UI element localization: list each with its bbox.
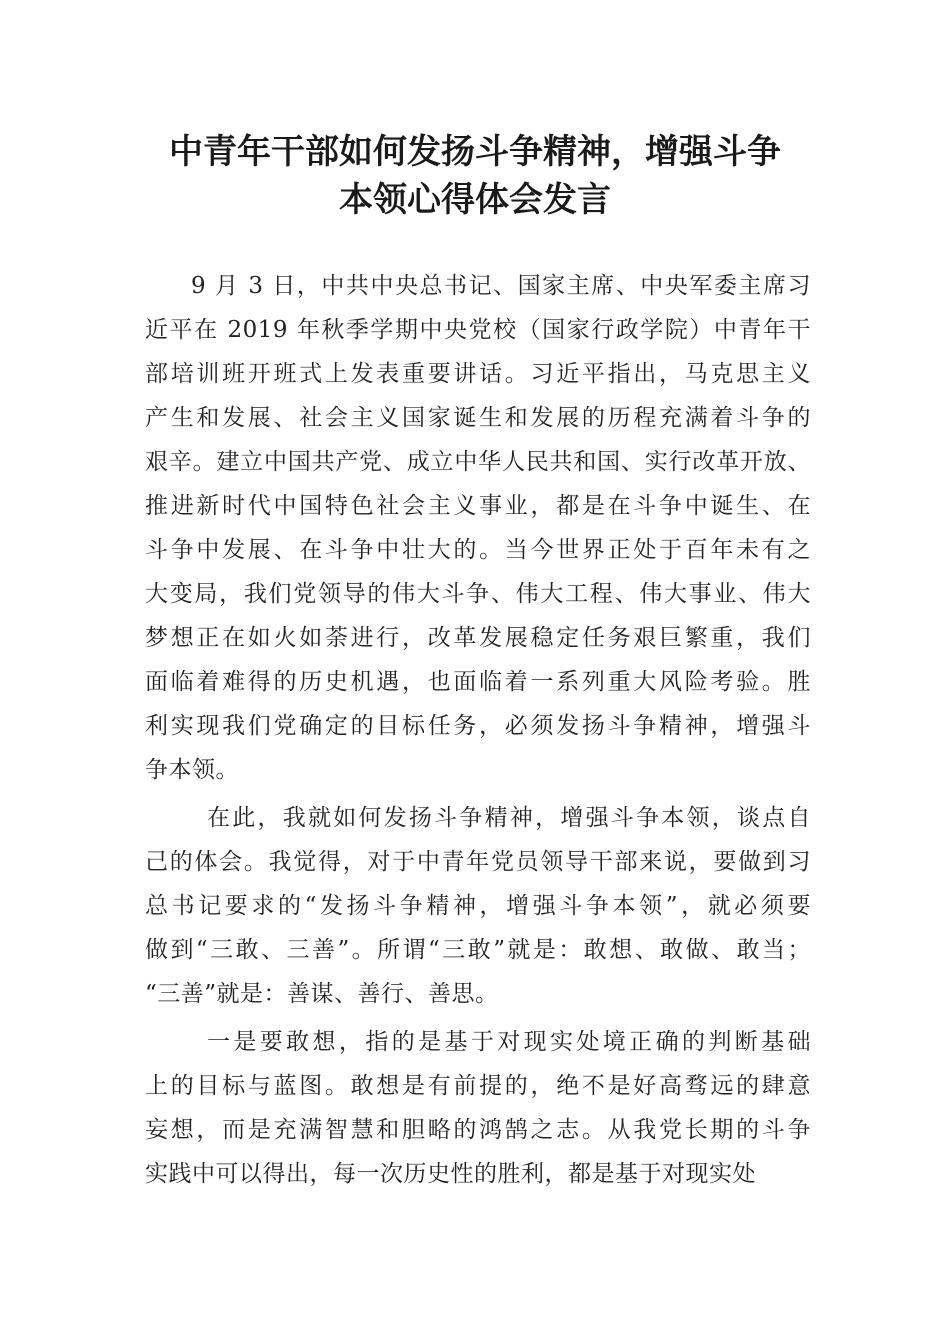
paragraph-line: 部培训班开班式上发表重要讲话。习近平指出，马克思主义: [145, 361, 811, 387]
paragraph-line: 一是要敢想，指的是基于对现实处境正确的判断基础: [207, 1029, 811, 1055]
paragraph-line: 做到“三敢、三善”。所谓“三敢”就是：敢想、敢做、敢当；: [145, 937, 811, 963]
paragraph-line: 上的目标与蓝图。敢想是有前提的，绝不是好高骛远的肆意: [145, 1073, 811, 1099]
paragraph-line: 9 月 3 日，中共中央总书记、国家主席、中央军委主席习: [191, 273, 811, 299]
title-line: 中青年干部如何发扬斗争精神，增强斗争: [169, 132, 781, 172]
document-body: [145, 264, 811, 1200]
paragraph-line: 大变局，我们党领导的伟大斗争、伟大工程、伟大事业、伟大: [145, 581, 811, 607]
paragraph-line: 艰辛。建立中国共产党、成立中华人民共和国、实行改革开放、: [145, 449, 811, 475]
paragraph-line: “三善”就是：善谋、善行、善思。: [145, 981, 499, 1007]
paragraph-line: 在此，我就如何发扬斗争精神，增强斗争本领，谈点自: [207, 805, 811, 831]
paragraph-line: 妄想，而是充满智慧和胆略的鸿鹄之志。从我党长期的斗争: [145, 1117, 811, 1143]
paragraph-line: 总书记要求的“发扬斗争精神，增强斗争本领”，就必须要: [145, 893, 811, 919]
paragraph-line: 实践中可以得出，每一次历史性的胜利，都是基于对现实处: [145, 1161, 756, 1187]
paragraph-line: 斗争中发展、在斗争中壮大的。当今世界正处于百年未有之: [145, 537, 811, 563]
document-title: [100, 128, 850, 224]
paragraph-line: 利实现我们党确定的目标任务，必须发扬斗争精神，增强斗: [145, 713, 811, 739]
paragraph: [145, 1020, 811, 1196]
paragraph: [145, 796, 811, 1016]
paragraph-line: 争本领。: [145, 757, 239, 783]
paragraph-line: 产生和发展、社会主义国家诞生和发展的历程充满着斗争的: [145, 405, 811, 431]
paragraph-line: 推进新时代中国特色社会主义事业，都是在斗争中诞生、在: [145, 493, 811, 519]
paragraph-line: 梦想正在如火如荼进行，改革发展稳定任务艰巨繁重，我们: [145, 625, 811, 651]
title-line: 本领心得体会发言: [339, 180, 611, 220]
paragraph-line: 己的体会。我觉得，对于中青年党员领导干部来说，要做到习: [145, 849, 811, 875]
paragraph-line: 近平在 2019 年秋季学期中央党校（国家行政学院）中青年干: [145, 317, 811, 343]
paragraph-line: 面临着难得的历史机遇，也面临着一系列重大风险考验。胜: [145, 669, 811, 695]
paragraph: [145, 264, 811, 792]
